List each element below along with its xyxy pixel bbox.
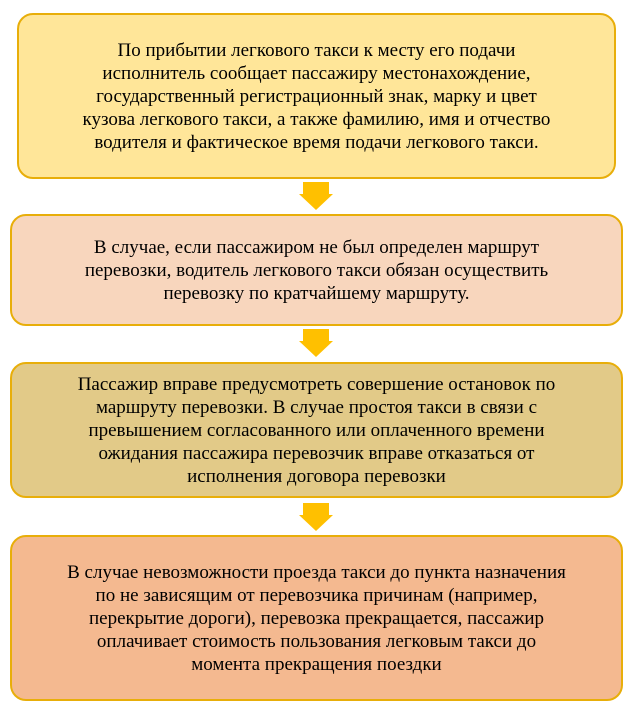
step-box-2 bbox=[10, 214, 623, 326]
step-3-line-4: ожидания пассажира перевозчик вправе отказаться от bbox=[98, 442, 535, 464]
step-3-line-5: исполнения договора перевозки bbox=[187, 465, 446, 487]
step-1-line-5: водителя и фактическое время подачи легкового такси. bbox=[94, 131, 539, 153]
step-box-3 bbox=[10, 362, 623, 498]
step-4-line-5: момента прекращения поездки bbox=[191, 653, 442, 675]
step-box-1 bbox=[17, 13, 616, 179]
step-3-line-3: превышением согласованного или оплаченного времени bbox=[88, 419, 545, 441]
step-1-line-2: исполнитель сообщает пассажиру местонахождение, bbox=[102, 62, 531, 84]
step-text-4 bbox=[67, 561, 566, 676]
step-4-line-4: оплачивает стоимость пользования легковым такси до bbox=[96, 630, 537, 652]
step-3-line-1: Пассажир вправе предусмотреть совершение остановок по bbox=[77, 373, 556, 395]
down-arrow-icon bbox=[299, 329, 333, 357]
step-2-line-3: перевозку по кратчайшему маршруту. bbox=[163, 282, 470, 304]
step-box-4 bbox=[10, 535, 623, 701]
step-4-line-1: В случае невозможности проезда такси до пункта назначения bbox=[67, 561, 566, 583]
step-1-line-1: По прибытии легкового такси к месту его подачи bbox=[117, 39, 516, 61]
step-2-line-1: В случае, если пассажиром не был определен маршрут bbox=[93, 236, 540, 258]
down-arrow-icon bbox=[299, 503, 333, 531]
step-text-2 bbox=[85, 236, 548, 305]
down-arrow-icon bbox=[299, 182, 333, 210]
step-1-line-4: кузова легкового такси, а также фамилию, имя и отчество bbox=[82, 108, 551, 130]
step-4-line-2: по не зависящим от перевозчика причинам (например, bbox=[95, 584, 538, 606]
step-1-line-3: государственный регистрационный знак, марку и цвет bbox=[96, 85, 537, 107]
step-text-3 bbox=[78, 373, 556, 488]
step-2-line-2: перевозки, водитель легкового такси обязан осуществить bbox=[84, 259, 549, 281]
step-text-1 bbox=[83, 39, 551, 154]
step-4-line-3: перекрытие дороги), перевозка прекращается, пассажир bbox=[88, 607, 545, 629]
step-3-line-2: маршруту перевозки. В случае простоя такси в связи с bbox=[95, 396, 538, 418]
